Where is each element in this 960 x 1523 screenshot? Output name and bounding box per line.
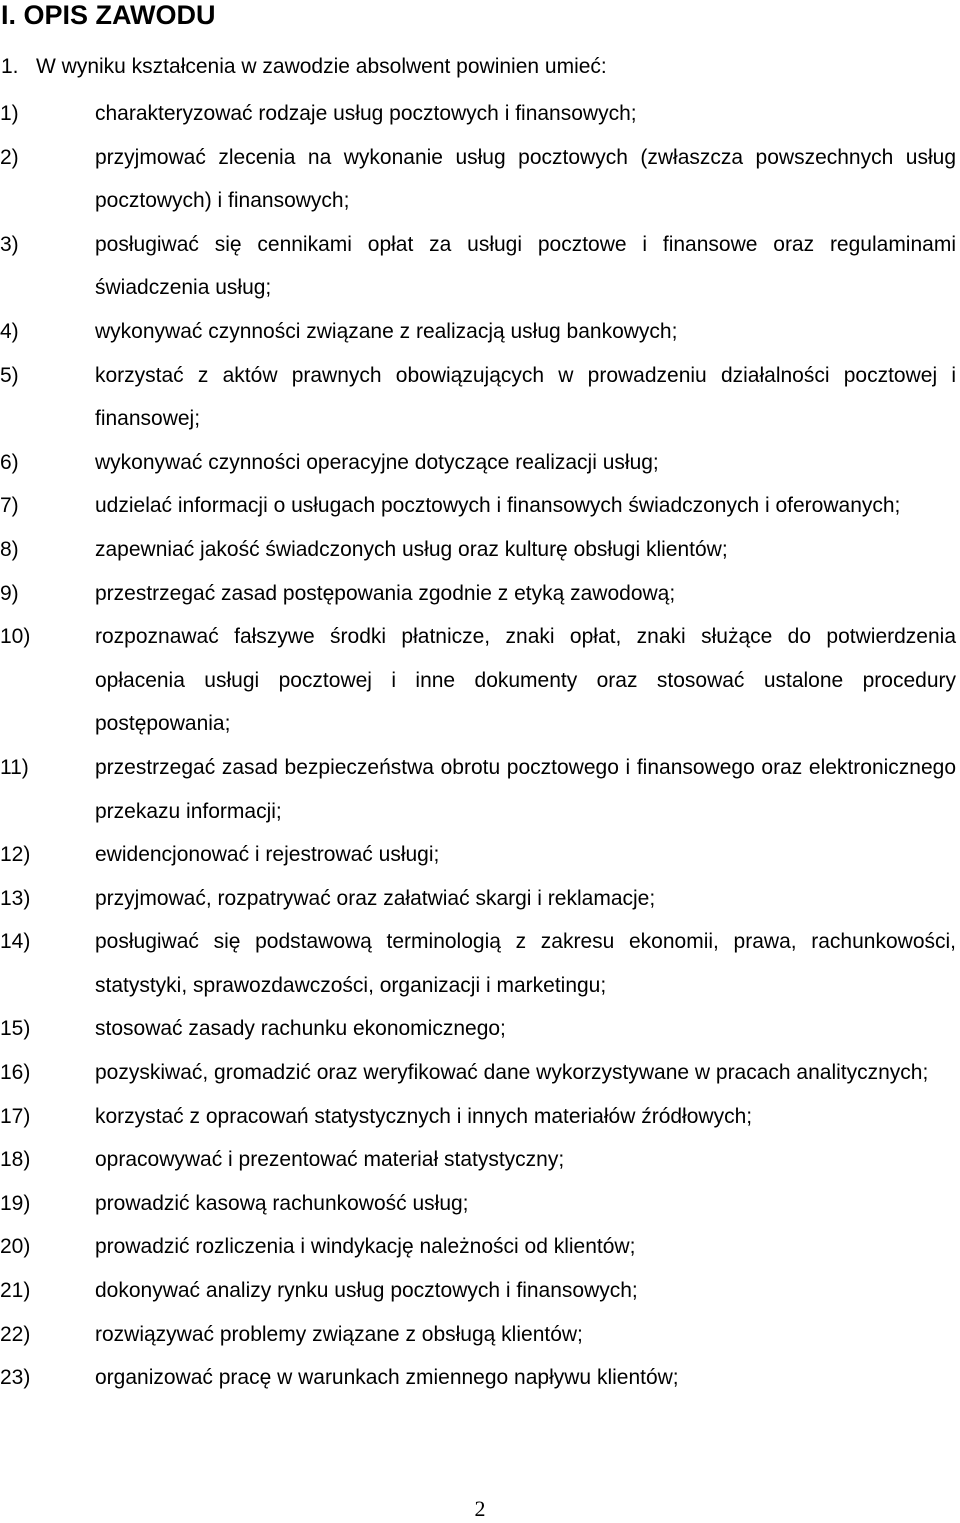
intro-paragraph	[1, 49, 607, 85]
list-item	[0, 572, 956, 616]
list-item-number: 15)	[0, 1017, 31, 1041]
list-item	[0, 833, 956, 877]
section-heading: I. OPIS ZAWODU	[1, 0, 216, 30]
intro-number: 1.	[1, 55, 19, 78]
list-item-text: udzielać informacji o usługach pocztowych i finansowych świadczonych i oferowanych;	[95, 494, 901, 518]
list-item-text: posługiwać się cennikami opłat za usługi pocztowe i finansowe oraz regulaminami świadczenia usług;	[95, 232, 956, 300]
list-item-number: 14)	[0, 930, 31, 954]
list-item	[0, 615, 956, 746]
intro-text: W wyniku kształcenia w zawodzie absolwent powinien umieć:	[36, 55, 607, 78]
list-item-text: przestrzegać zasad bezpieczeństwa obrotu pocztowego i finansowego oraz elektronicznego przekazu informacji;	[95, 755, 956, 823]
list-item-text: korzystać z aktów prawnych obowiązujących w prowadzeniu działalności pocztowej i finansowej;	[95, 363, 956, 431]
list-item-number: 7)	[0, 494, 19, 518]
list-item-text: wykonywać czynności operacyjne dotyczące realizacji usług;	[95, 450, 659, 474]
list-item	[0, 484, 956, 528]
list-item	[0, 1182, 956, 1226]
list-item-number: 22)	[0, 1322, 31, 1346]
list-item-text: przestrzegać zasad postępowania zgodnie z etyką zawodową;	[95, 581, 676, 605]
list-item-number: 1)	[0, 102, 19, 125]
list-item-text: rozwiązywać problemy związane z obsługą klientów;	[95, 1322, 583, 1346]
list-item-number: 21)	[0, 1279, 31, 1303]
list-item-text: korzystać z opracowań statystycznych i innych materiałów źródłowych;	[95, 1104, 753, 1128]
list-item-text: posługiwać się podstawową terminologią z zakresu ekonomii, prawa, rachunkowości, statystyki, sprawozdawczości, organizacji i marketingu;	[95, 930, 956, 997]
list-item	[0, 1095, 956, 1139]
list-item-number: 18)	[0, 1148, 31, 1172]
list-item-text: opracowywać i prezentować materiał statystyczny;	[95, 1148, 565, 1172]
list-item-text: rozpoznawać fałszywe środki płatnicze, znaki opłat, znaki służące do potwierdzenia opłacenia usługi pocztowej i inne dokumenty oraz stosować ustalone procedury postępowania;	[95, 625, 956, 736]
list-item-number: 13)	[0, 886, 31, 910]
list-item-number: 10)	[0, 625, 31, 649]
list-item-number: 20)	[0, 1235, 31, 1259]
page-number: 2	[474, 1496, 486, 1521]
list-item-text: ewidencjonować i rejestrować usługi;	[95, 843, 440, 867]
list-item-number: 23)	[0, 1366, 31, 1390]
list-item-number: 12)	[0, 843, 31, 867]
list-item	[0, 1313, 956, 1357]
list-item	[0, 223, 956, 310]
list-item	[0, 354, 956, 441]
skills-list	[0, 92, 956, 1400]
list-item	[0, 1269, 956, 1313]
list-item-number: 16)	[0, 1061, 31, 1085]
list-item-text: pozyskiwać, gromadzić oraz weryfikować dane wykorzystywane w pracach analitycznych;	[95, 1061, 929, 1085]
list-item-text: zapewniać jakość świadczonych usług oraz kulturę obsługi klientów;	[95, 537, 728, 561]
list-item-number: 4)	[0, 319, 19, 343]
list-item-number: 19)	[0, 1191, 31, 1215]
list-item-text: organizować pracę w warunkach zmiennego napływu klientów;	[95, 1366, 679, 1390]
list-item	[0, 1225, 956, 1269]
list-item-number: 17)	[0, 1104, 31, 1128]
list-item	[0, 136, 956, 223]
list-item-text: charakteryzować rodzaje usług pocztowych i finansowych;	[95, 102, 637, 125]
list-item-number: 8)	[0, 537, 19, 561]
list-item-text: dokonywać analizy rynku usług pocztowych i finansowych;	[95, 1279, 638, 1303]
list-item-text: stosować zasady rachunku ekonomicznego;	[95, 1017, 506, 1041]
list-item	[0, 1007, 956, 1051]
list-item	[0, 1356, 956, 1400]
list-item	[0, 441, 956, 485]
list-item	[0, 528, 956, 572]
list-item-number: 6)	[0, 450, 19, 474]
list-item	[0, 1051, 956, 1095]
list-item	[0, 92, 956, 136]
list-item-text: przyjmować, rozpatrywać oraz załatwiać skargi i reklamacje;	[95, 886, 656, 910]
list-item	[0, 877, 956, 921]
list-item-text: prowadzić rozliczenia i windykację należności od klientów;	[95, 1235, 636, 1259]
list-item-text: wykonywać czynności związane z realizacją usług bankowych;	[95, 319, 678, 343]
list-item	[0, 1138, 956, 1182]
list-item	[0, 746, 956, 833]
list-item-number: 11)	[0, 755, 29, 779]
list-item-number: 3)	[0, 232, 19, 256]
list-item	[0, 920, 956, 1007]
list-item-number: 9)	[0, 581, 19, 605]
list-item-number: 5)	[0, 363, 19, 387]
list-item	[0, 310, 956, 354]
list-item-number: 2)	[0, 145, 19, 169]
list-item-text: prowadzić kasową rachunkowość usług;	[95, 1191, 469, 1215]
list-item-text: przyjmować zlecenia na wykonanie usług pocztowych (zwłaszcza powszechnych usług pocztowych) i finansowych;	[95, 145, 956, 213]
